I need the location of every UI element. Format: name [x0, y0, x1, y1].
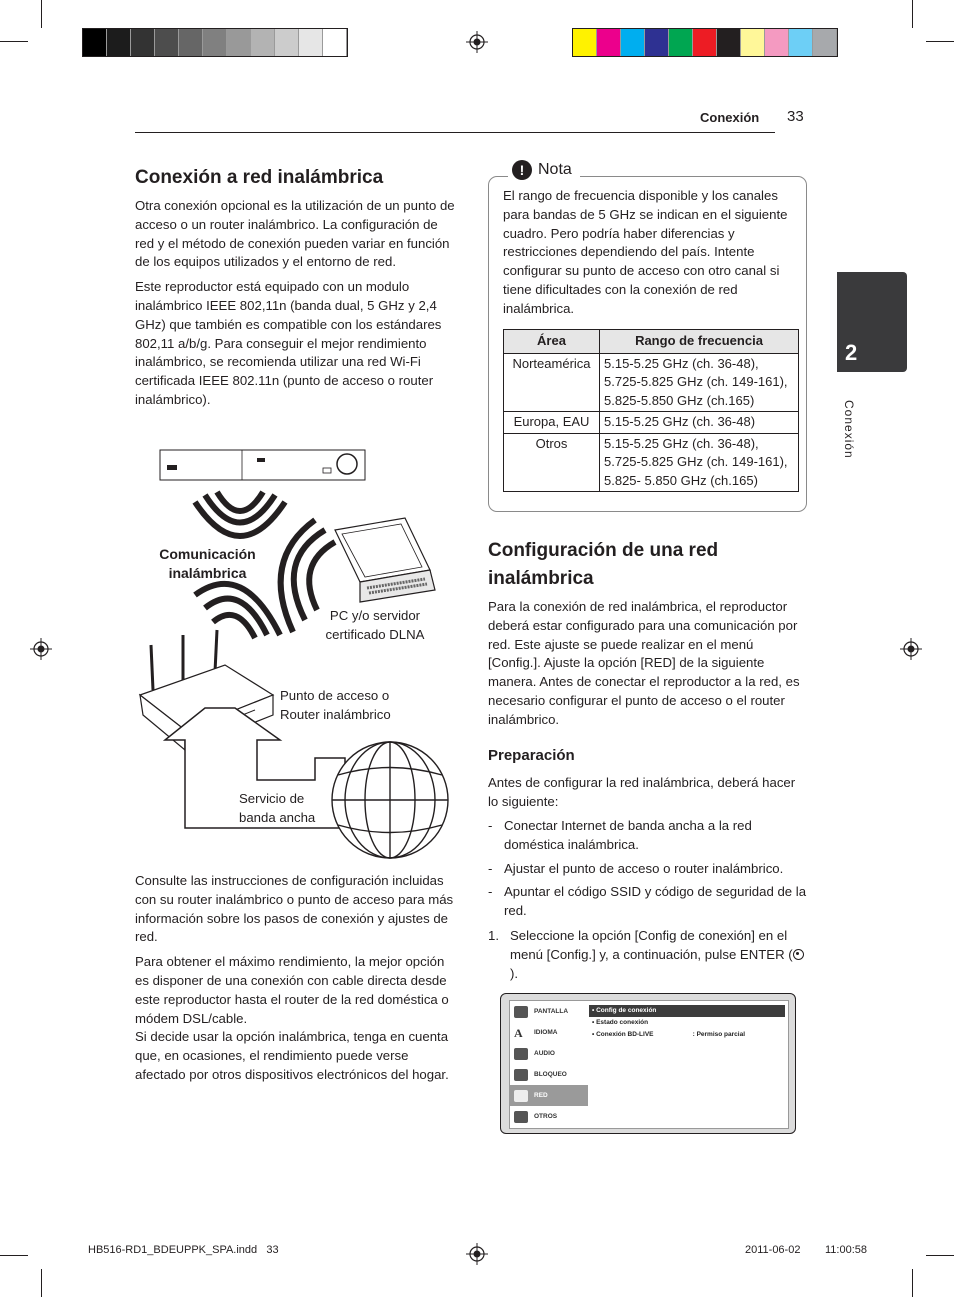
speaker-icon — [514, 1048, 528, 1060]
color-swatch — [717, 29, 741, 56]
list-item: - Ajustar el punto de acceso o router inalámbrico. — [488, 860, 808, 879]
blu-ray-player-icon — [160, 450, 365, 480]
color-swatch — [741, 29, 765, 56]
bd-live-value: : Permiso parcial — [692, 1031, 745, 1038]
crop-mark — [41, 1269, 42, 1297]
crop-mark — [41, 0, 42, 28]
table-row — [504, 412, 799, 434]
registration-mark-icon — [466, 1243, 488, 1265]
globe-icon — [332, 742, 448, 858]
intro-text — [135, 197, 455, 416]
color-swatch — [597, 29, 621, 56]
list-item: - Apuntar el código SSID y código de seguridad de la red. — [488, 883, 808, 921]
preparation-list — [488, 817, 808, 926]
crop-mark — [912, 0, 913, 28]
after-diagram-text — [135, 872, 455, 1091]
table-cell-range: 5.15-5.25 GHz (ch. 36-48), 5.725-5.825 GHz (ch. 149-161), 5.825-5.850 GHz (ch.165) — [600, 353, 799, 412]
registration-mark-icon — [466, 31, 488, 53]
crop-mark — [926, 1255, 954, 1256]
setup-menu-screenshot — [500, 993, 796, 1134]
color-swatch — [203, 29, 227, 56]
paragraph: Este reproductor está equipado con un modulo inalámbrico IEEE 802,11n (banda dual, 5 GHz y 2,4 GHz) que también es compatible con los estándares 802,11 a/b/g. Para conseguir el mejor rendimiento inalámbrico, se recomienda utilizar una red Wi-Fi certificada IEEE 802.11n (punto de acceso o router inalámbrico). — [135, 279, 442, 407]
network-icon — [514, 1090, 528, 1102]
step-number: 1. — [488, 928, 499, 943]
paragraph: Otra conexión opcional es la utilización de un punto de acceso o un router inalámbrico. La configuración de red y el método de conexión pueden variar en función de los equipos utilizados y el entorno de red. — [135, 198, 455, 270]
tools-icon — [514, 1111, 528, 1123]
setup-menu-options — [589, 1005, 785, 1041]
color-swatch — [83, 29, 107, 56]
paragraph: Para obtener el máximo rendimiento, la mejor opción es disponer de una conexión con cable directa desde este reproductor hasta el router de la red doméstica o módem DSL/cable. — [135, 954, 449, 1026]
running-header-section: Conexión — [700, 110, 760, 125]
broadband-label: Servicio de banda ancha — [239, 791, 316, 825]
color-swatch — [227, 29, 251, 56]
note-text: El rango de frecuencia disponible y los canales para bandas de 5 GHz se indican en el siguiente cuadro. Pero podría haber diferencias y restricciones dependiendo del país. Intente configurar su punto de acceso con otro canal si tiene dificultades con la conexión de red inalámbrica. — [503, 188, 788, 316]
pc-server-label: PC y/o servidor certificado DLNA — [325, 608, 425, 642]
color-swatch — [645, 29, 669, 56]
wifi-waves-icon — [195, 584, 280, 638]
table-cell-area: Otros — [504, 433, 600, 492]
laptop-icon — [335, 518, 435, 602]
section-title-config: Configuración de una red inalámbrica — [488, 540, 719, 589]
menu-option-bd-live[interactable]: • Conexión BD-LIVE : Permiso parcial — [589, 1029, 785, 1041]
color-swatch — [107, 29, 131, 56]
table-row — [504, 433, 799, 492]
setup-menu-categories — [510, 1001, 588, 1128]
list-item — [488, 927, 808, 983]
menu-option-config-conexion[interactable]: • Config de conexión — [589, 1005, 785, 1017]
grayscale-color-bar — [82, 28, 348, 57]
lock-icon — [514, 1069, 528, 1081]
footer-file-info: HB516-RD1_BDEUPPK_SPA.indd 33 — [88, 1244, 279, 1256]
color-swatch — [693, 29, 717, 56]
footer-time: 11:00:58 — [825, 1244, 868, 1256]
chapter-number: 2 — [845, 340, 858, 365]
display-icon — [514, 1006, 528, 1018]
note-heading — [508, 160, 580, 180]
color-swatch — [155, 29, 179, 56]
color-swatch — [251, 29, 275, 56]
table-header: Rango de frecuencia — [600, 330, 799, 354]
config-paragraph: Para la conexión de red inalámbrica, el reproductor deberá estar configurado para una comunicación por red. Este ajuste se puede realizar en el menú [Config.]. Ajuste la opción [RED] de la siguiente manera. Antes de conectar el reproductor a la red, es necesario configurar el punto de acceso o el router inalámbrico. — [488, 599, 800, 727]
note-label: Nota — [538, 161, 572, 178]
table-cell-range: 5.15-5.25 GHz (ch. 36-48) — [600, 412, 799, 434]
menu-item-pantalla[interactable]: PANTALLA — [510, 1001, 588, 1022]
color-swatch — [789, 29, 813, 56]
setup-menu-screen — [509, 1000, 789, 1129]
access-point-label: Punto de acceso o Router inalámbrico — [280, 688, 391, 722]
steps-list — [488, 927, 808, 988]
paragraph: Consulte las instrucciones de configuración incluidas con su router inalámbrico o punto de acceso para más información sobre los pasos de conexión y ajustes de red. — [135, 873, 454, 945]
footer-date: 2011-06-02 — [745, 1244, 801, 1256]
color-swatch — [323, 29, 347, 56]
registration-mark-icon — [30, 638, 52, 660]
table-cell-area: Norteamérica — [504, 353, 600, 412]
wireless-communication-label: Comunicación inalámbrica — [159, 546, 256, 581]
menu-item-bloqueo[interactable]: BLOQUEO — [510, 1064, 588, 1085]
paragraph: Si decide usar la opción inalámbrica, tenga en cuenta que, en ocasiones, el rendimiento puede verse afectado por otros dispositivos electrónicos del hogar. — [135, 1029, 449, 1082]
chapter-name: Conexión — [842, 400, 856, 459]
color-swatch — [573, 29, 597, 56]
color-swatch — [131, 29, 155, 56]
enter-button-icon — [793, 949, 804, 960]
color-swatch — [179, 29, 203, 56]
menu-item-red[interactable]: RED — [510, 1085, 588, 1106]
menu-item-idioma[interactable]: A IDIOMA — [514, 1025, 558, 1040]
header-rule — [135, 132, 775, 133]
registration-mark-icon — [900, 638, 922, 660]
preparation-intro: Antes de configurar la red inalámbrica, deberá hacer lo siguiente: — [488, 775, 796, 809]
crop-mark — [912, 1269, 913, 1297]
menu-item-otros[interactable]: OTROS — [510, 1106, 588, 1127]
crop-mark — [926, 41, 954, 42]
language-icon: A — [514, 1025, 523, 1040]
frequency-table — [503, 329, 799, 492]
list-item: - Conectar Internet de banda ancha a la red doméstica inalámbrica. — [488, 817, 808, 855]
wifi-waves-icon — [195, 492, 285, 536]
menu-option-estado-conexion[interactable]: • Estado conexión — [592, 1019, 649, 1026]
table-header: Área — [504, 330, 600, 354]
table-header-row — [504, 330, 799, 354]
crop-mark — [0, 1255, 28, 1256]
page-number: 33 — [787, 108, 804, 125]
crop-mark — [0, 41, 28, 42]
color-swatch — [813, 29, 837, 56]
color-swatch — [621, 29, 645, 56]
step-tail: ). — [510, 965, 519, 981]
exclamation-icon: ! — [512, 160, 532, 180]
table-cell-area: Europa, EAU — [504, 412, 600, 434]
preparation-title: Preparación — [488, 747, 575, 764]
section-title-wireless: Conexión a red inalámbrica — [135, 167, 384, 188]
color-swatch — [765, 29, 789, 56]
step-text: Seleccione la opción [Config de conexión] en el menú [Config.] y, a continuación, pulse ENTER ( — [510, 928, 793, 962]
color-swatch — [669, 29, 693, 56]
process-color-bar — [572, 28, 838, 57]
table-cell-range: 5.15-5.25 GHz (ch. 36-48), 5.725-5.825 GHz (ch. 149-161), 5.825- 5.850 GHz (ch.165) — [600, 433, 799, 492]
color-swatch — [275, 29, 299, 56]
color-swatch — [299, 29, 323, 56]
table-row — [504, 353, 799, 412]
menu-item-audio[interactable]: AUDIO — [510, 1043, 588, 1064]
